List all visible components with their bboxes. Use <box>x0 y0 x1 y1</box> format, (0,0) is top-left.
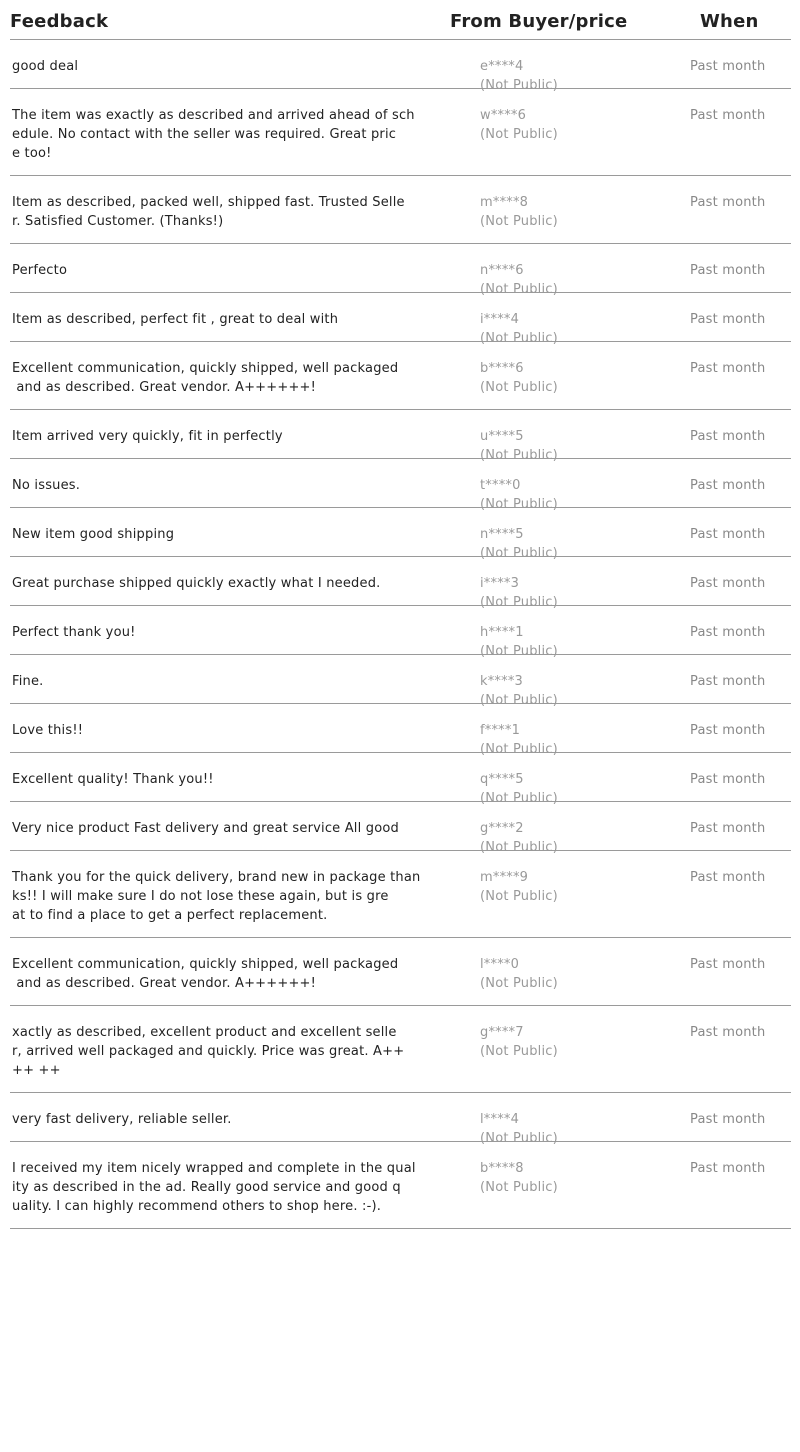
buyer-id: q****5 <box>480 772 524 787</box>
price-not-public: (Not Public) <box>480 380 558 395</box>
header-when: When <box>700 11 759 32</box>
buyer-cell <box>480 106 558 144</box>
price-not-public: (Not Public) <box>480 497 558 512</box>
table-row <box>10 1006 791 1093</box>
feedback-text: Great purchase shipped quickly exactly what I needed. <box>12 576 381 591</box>
table-row <box>10 244 791 297</box>
table-row <box>10 459 791 512</box>
when-text: Past month <box>690 821 766 836</box>
price-not-public: (Not Public) <box>480 976 558 991</box>
price-not-public: (Not Public) <box>480 546 558 561</box>
when-text: Past month <box>690 312 766 327</box>
feedback-text: Excellent communication, quickly shipped, well packaged and as described. Great vendor. A++++++! <box>12 361 399 395</box>
when-text: Past month <box>690 1112 766 1127</box>
buyer-id: i****3 <box>480 576 520 591</box>
buyer-id: b****8 <box>480 1161 524 1176</box>
table-body <box>10 40 791 1229</box>
when-text: Past month <box>690 478 766 493</box>
when-text: Past month <box>690 870 766 885</box>
buyer-id: b****6 <box>480 361 524 376</box>
feedback-text: very fast delivery, reliable seller. <box>12 1112 232 1127</box>
when-text: Past month <box>690 576 766 591</box>
feedback-text: Item as described, packed well, shipped fast. Trusted Selle r. Satisfied Customer. (Thanks!) <box>12 195 405 229</box>
feedback-text: Excellent communication, quickly shipped, well packaged and as described. Great vendor. A++++++! <box>12 957 399 991</box>
when-text: Past month <box>690 263 766 278</box>
when-text: Past month <box>690 195 766 210</box>
buyer-id: h****1 <box>480 625 524 640</box>
table-row <box>10 1142 791 1229</box>
when-text: Past month <box>690 674 766 689</box>
when-text: Past month <box>690 429 766 444</box>
table-header <box>10 0 791 40</box>
price-not-public: (Not Public) <box>480 889 558 904</box>
feedback-text: No issues. <box>12 478 81 493</box>
buyer-id: l****0 <box>480 957 520 972</box>
table-row <box>10 410 791 463</box>
feedback-text: Excellent quality! Thank you!! <box>12 772 214 787</box>
buyer-id: n****5 <box>480 527 524 542</box>
buyer-id: g****2 <box>480 821 524 836</box>
header-from-buyer-price: From Buyer/price <box>450 11 628 32</box>
table-row <box>10 704 791 757</box>
feedback-text: The item was exactly as described and arrived ahead of sch edule. No contact with the seller was required. Great pric e too! <box>12 108 415 161</box>
price-not-public: (Not Public) <box>480 282 558 297</box>
feedback-text: Very nice product Fast delivery and great service All good <box>12 821 399 836</box>
table-row <box>10 851 791 938</box>
price-not-public: (Not Public) <box>480 448 558 463</box>
table-row <box>10 342 791 410</box>
when-text: Past month <box>690 625 766 640</box>
buyer-id: f****1 <box>480 723 521 738</box>
feedback-text: xactly as described, excellent product and excellent selle r, arrived well packaged and quickly. Price was great. A++ ++ ++ <box>12 1025 405 1078</box>
feedback-text: Perfecto <box>12 263 68 278</box>
price-not-public: (Not Public) <box>480 840 558 855</box>
feedback-text: New item good shipping <box>12 527 175 542</box>
buyer-id: m****8 <box>480 195 529 210</box>
buyer-id: m****9 <box>480 870 529 885</box>
price-not-public: (Not Public) <box>480 742 558 757</box>
price-not-public: (Not Public) <box>480 1131 558 1146</box>
when-text: Past month <box>690 1025 766 1040</box>
table-row <box>10 802 791 855</box>
price-not-public: (Not Public) <box>480 1044 558 1059</box>
feedback-text: Perfect thank you! <box>12 625 136 640</box>
feedback-text: good deal <box>12 59 79 74</box>
buyer-cell <box>480 359 558 397</box>
when-text: Past month <box>690 59 766 74</box>
when-text: Past month <box>690 957 766 972</box>
feedback-text: Love this!! <box>12 723 84 738</box>
buyer-cell <box>480 868 558 906</box>
buyer-id: i****4 <box>480 312 520 327</box>
buyer-cell <box>480 1023 558 1061</box>
table-row <box>10 40 791 93</box>
buyer-id: w****6 <box>480 108 527 123</box>
feedback-text: Item as described, perfect fit , great to deal with <box>12 312 339 327</box>
table-row <box>10 557 791 610</box>
when-text: Past month <box>690 108 766 123</box>
buyer-id: l****4 <box>480 1112 520 1127</box>
table-row <box>10 1093 791 1146</box>
when-text: Past month <box>690 1161 766 1176</box>
price-not-public: (Not Public) <box>480 1180 558 1195</box>
table-row <box>10 176 791 244</box>
table-row <box>10 293 791 346</box>
buyer-id: k****3 <box>480 674 523 689</box>
table-row <box>10 655 791 708</box>
buyer-cell <box>480 955 558 993</box>
buyer-id: e****4 <box>480 59 524 74</box>
buyer-id: n****6 <box>480 263 524 278</box>
buyer-id: u****5 <box>480 429 524 444</box>
feedback-text: Fine. <box>12 674 44 689</box>
price-not-public: (Not Public) <box>480 331 558 346</box>
feedback-text: I received my item nicely wrapped and complete in the qual ity as described in the ad. Really good service and good q uality. I can highly recommend others to shop here. :-). <box>12 1161 416 1214</box>
when-text: Past month <box>690 527 766 542</box>
table-row <box>10 89 791 176</box>
price-not-public: (Not Public) <box>480 693 558 708</box>
when-text: Past month <box>690 361 766 376</box>
buyer-id: g****7 <box>480 1025 524 1040</box>
price-not-public: (Not Public) <box>480 644 558 659</box>
header-feedback: Feedback <box>10 11 109 32</box>
feedback-table <box>10 0 791 1229</box>
table-row <box>10 938 791 1006</box>
feedback-text: Item arrived very quickly, fit in perfectly <box>12 429 283 444</box>
buyer-cell <box>480 1159 558 1197</box>
feedback-text: Thank you for the quick delivery, brand new in package than ks!! I will make sure I do not lose these again, but is gre at to find a place to get a perfect replacement. <box>12 870 421 923</box>
price-not-public: (Not Public) <box>480 595 558 610</box>
buyer-cell <box>480 193 558 231</box>
when-text: Past month <box>690 772 766 787</box>
price-not-public: (Not Public) <box>480 78 558 93</box>
table-row <box>10 753 791 806</box>
table-row <box>10 508 791 561</box>
table-row <box>10 606 791 659</box>
price-not-public: (Not Public) <box>480 791 558 806</box>
when-text: Past month <box>690 723 766 738</box>
price-not-public: (Not Public) <box>480 127 558 142</box>
buyer-id: t****0 <box>480 478 521 493</box>
price-not-public: (Not Public) <box>480 214 558 229</box>
